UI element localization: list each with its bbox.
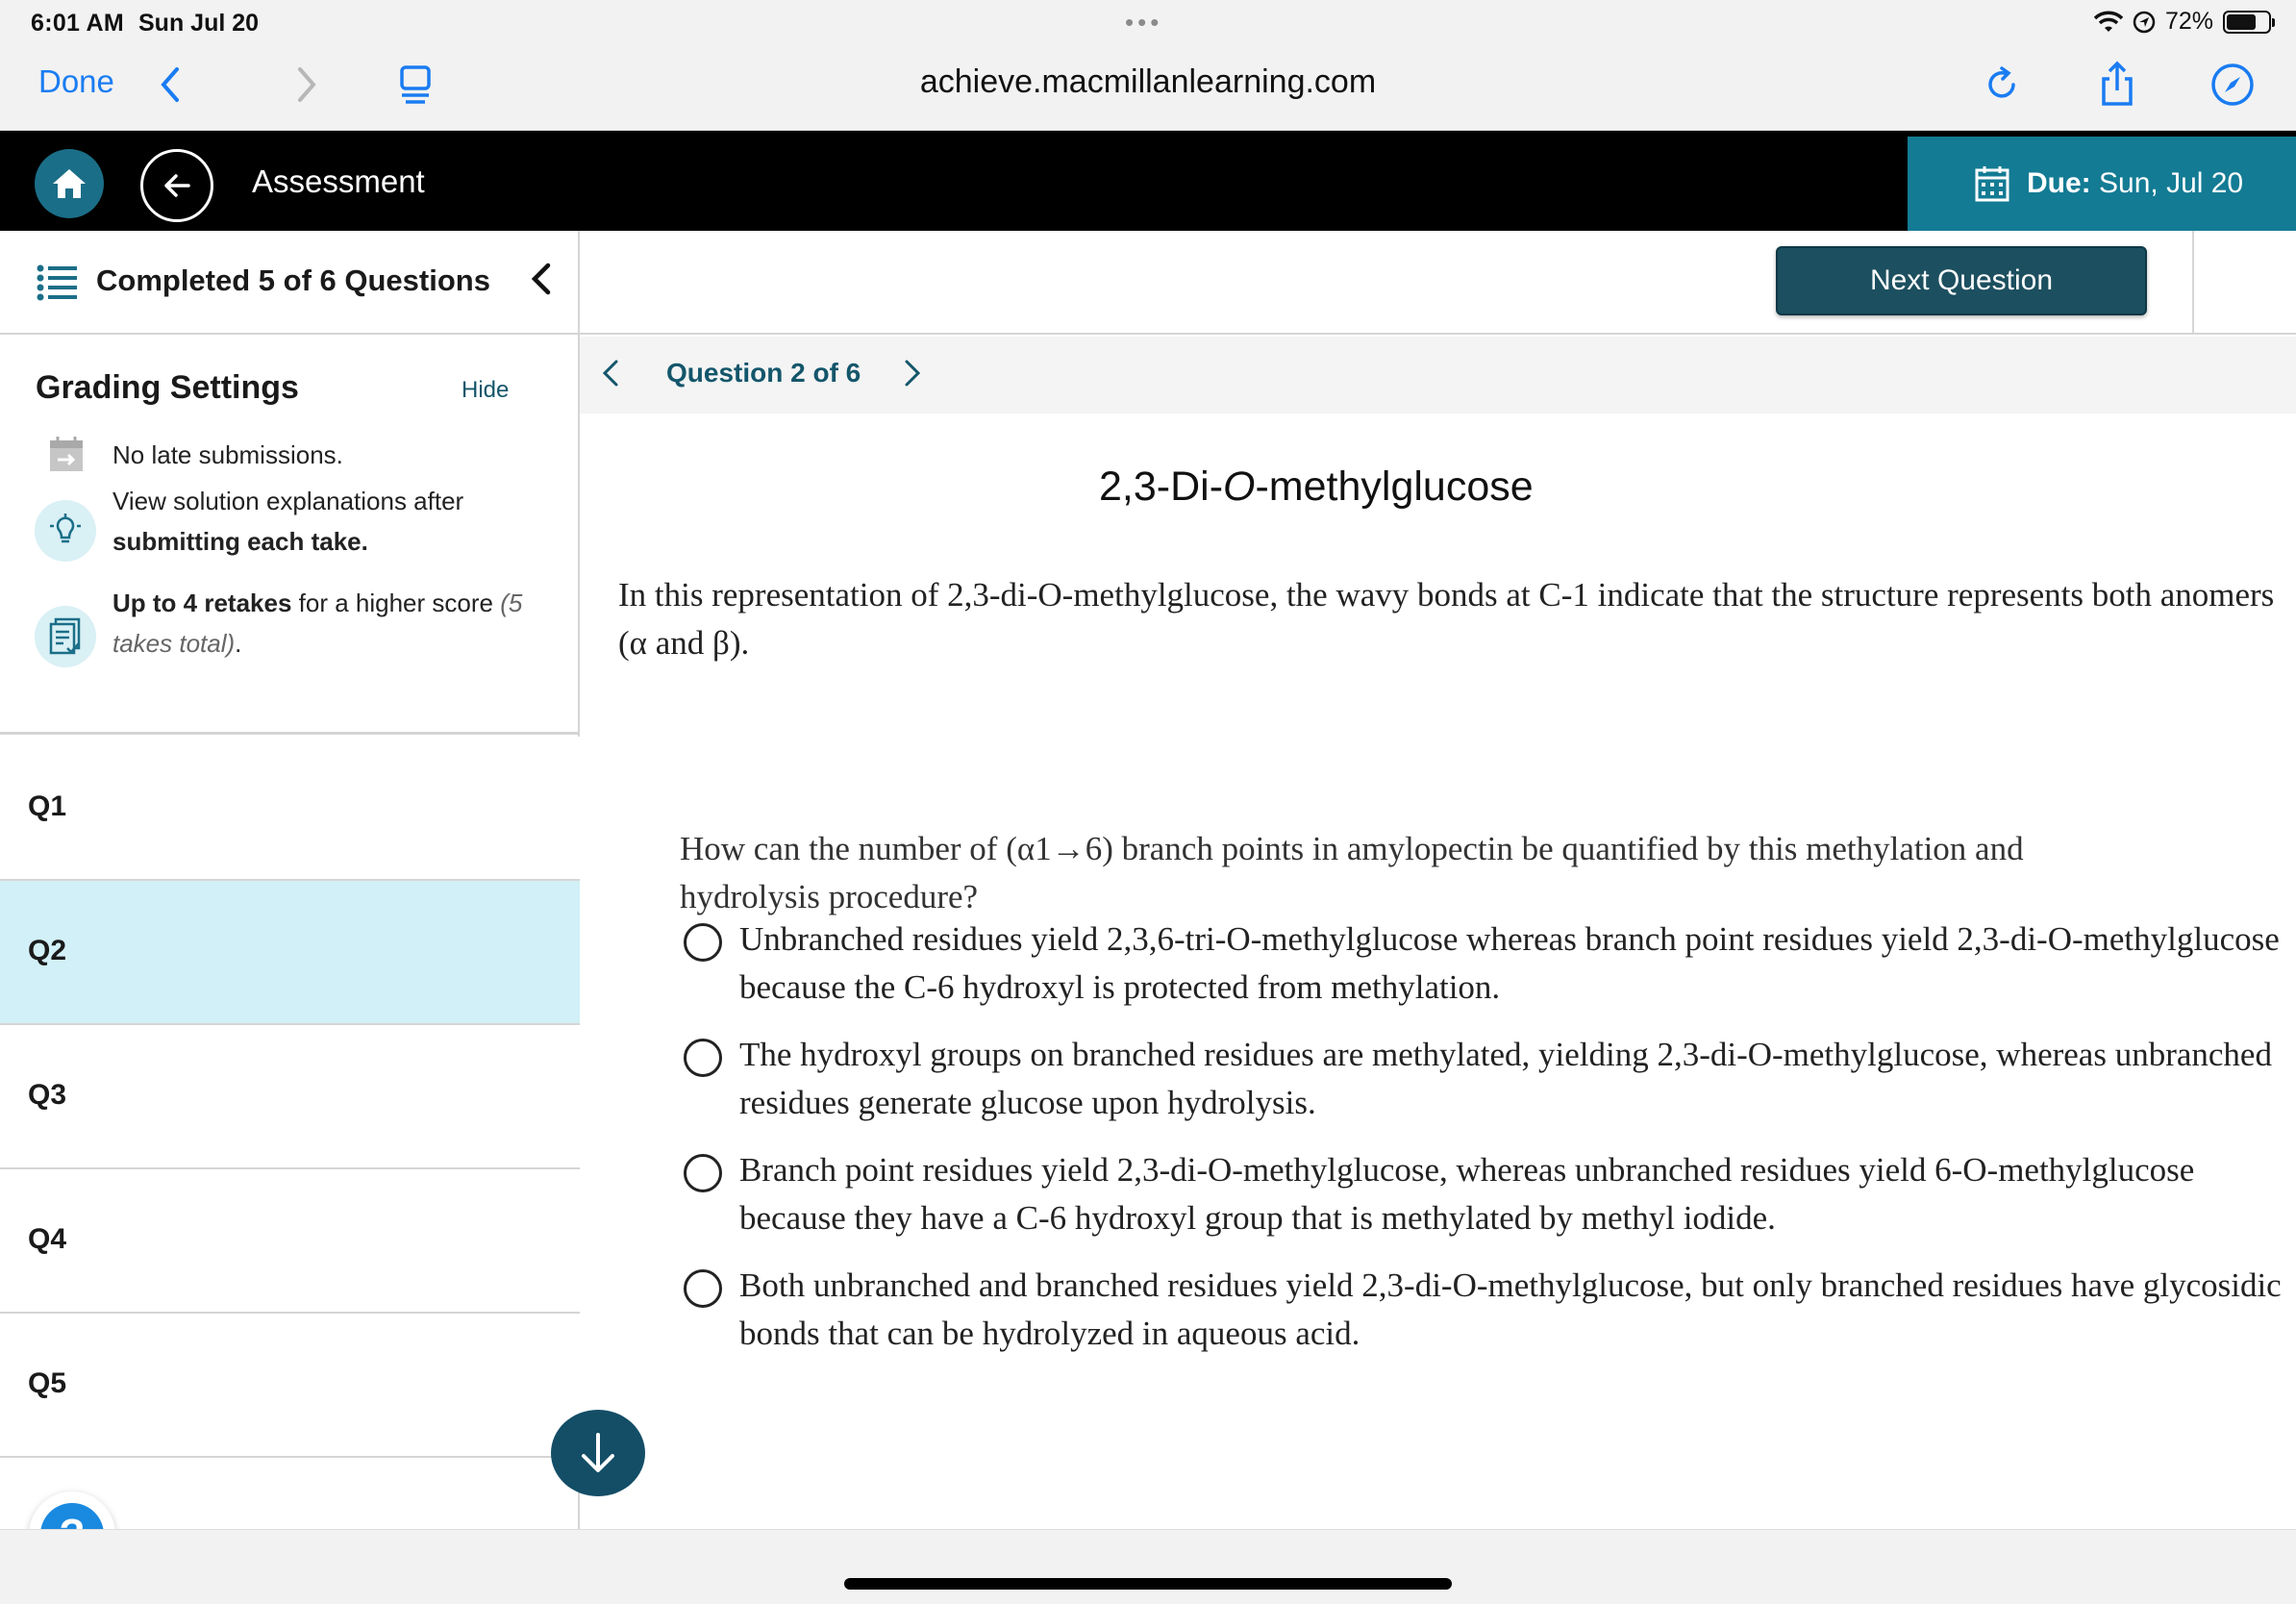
radio-button[interactable] xyxy=(684,923,722,962)
home-button[interactable] xyxy=(35,149,104,218)
sidebar xyxy=(0,231,580,1529)
done-button[interactable]: Done xyxy=(38,63,114,99)
due-date: Due: Sun, Jul 20 xyxy=(2027,167,2244,199)
app-header xyxy=(0,131,2296,231)
question-item-q4[interactable]: Q4 xyxy=(0,1169,580,1314)
hide-link[interactable]: Hide xyxy=(462,377,510,403)
completed-count: Completed 5 of 6 Questions xyxy=(96,263,490,297)
calendar-arrow-icon xyxy=(48,435,85,473)
reload-icon[interactable] xyxy=(1977,60,2027,110)
battery-percent: 72% xyxy=(2164,8,2213,35)
bottom-bar xyxy=(0,1529,2296,1604)
home-indicator[interactable] xyxy=(844,1578,1452,1590)
arrow-left-icon xyxy=(158,166,196,205)
share-icon[interactable] xyxy=(2092,60,2142,110)
question-item-q1[interactable]: Q1 xyxy=(0,737,580,881)
question-content xyxy=(580,414,2296,1529)
status-time: 6:01 AM xyxy=(31,10,125,37)
document-check-icon xyxy=(35,606,96,667)
radio-button[interactable] xyxy=(684,1039,722,1077)
due-date-box xyxy=(1908,137,2296,231)
location-lock-icon xyxy=(2133,11,2156,34)
list-icon xyxy=(37,263,79,302)
answer-option-text: The hydroxyl groups on branched residues are methylated, yielding 2,3-di-O-methylglucose, whereas unbranched residues generate glucose upon hydrolysis. xyxy=(739,1036,2272,1121)
divider xyxy=(2192,231,2194,333)
retakes-text: Up to 4 retakes for a higher score (5 takes total). xyxy=(112,589,523,658)
battery-icon xyxy=(2223,11,2271,34)
address-bar[interactable]: achieve.macmillanlearning.com xyxy=(919,63,1377,100)
answer-option-text: Unbranched residues yield 2,3,6-tri-O-methylglucose whereas branch point residues yield 2,3-di-O-methylglucose because the C-6 hydroxyl is protected from methylation. xyxy=(739,920,2280,1006)
next-question-icon[interactable] xyxy=(901,354,924,392)
status-date: Sun Jul 20 xyxy=(138,10,260,37)
question-nav-label: Question 2 of 6 xyxy=(666,358,861,388)
radio-button[interactable] xyxy=(684,1154,722,1192)
question-item-q5[interactable]: Q5 xyxy=(0,1314,580,1458)
solution-text: View solution explanations after submitting each take. xyxy=(112,487,464,556)
main-header xyxy=(580,231,2296,335)
question-prompt: How can the number of (α1→6) branch points in amylopectin be quantified by this methylation and hydrolysis procedure? xyxy=(680,830,2024,915)
multitasking-dots-icon[interactable]: ••• xyxy=(1125,8,1163,37)
status-bar xyxy=(0,0,2296,44)
wifi-icon xyxy=(2094,11,2123,34)
late-submission-text: No late submissions. xyxy=(112,440,343,469)
calendar-icon xyxy=(1975,165,2009,202)
page-title: Assessment xyxy=(252,163,425,199)
scroll-down-button[interactable] xyxy=(551,1410,645,1496)
question-list xyxy=(0,737,580,1458)
question-navigator xyxy=(580,337,2296,414)
answer-option-text: Branch point residues yield 2,3-di-O-methylglucose, whereas unbranched residues yield 6-O-methylglucose because they have a C-6 hydroxyl group that is methylated by methyl iodide. xyxy=(739,1151,2195,1237)
intro-text: In this representation of 2,3-di-O-methylglucose, the wavy bonds at C-1 indicate that the structure represents both anomers (α and β). xyxy=(618,576,2275,662)
structure-title: 2,3-Di-O-methylglucose xyxy=(1099,464,1534,510)
lightbulb-icon xyxy=(35,500,96,562)
grading-settings-title: Grading Settings xyxy=(36,369,299,406)
browser-toolbar xyxy=(0,44,2296,131)
previous-question-icon[interactable] xyxy=(599,354,622,392)
radio-button[interactable] xyxy=(684,1269,722,1308)
arrow-down-icon xyxy=(574,1429,622,1477)
next-question-button[interactable]: Next Question xyxy=(1776,246,2147,315)
grading-settings xyxy=(0,335,580,735)
answer-option-text: Both unbranched and branched residues yield 2,3-di-O-methylglucose, but only branched residues have glycosidic bonds that can be hydrolyzed in aqueous acid. xyxy=(739,1266,2282,1352)
question-item-q3[interactable]: Q3 xyxy=(0,1025,580,1169)
sidebar-header xyxy=(0,231,580,335)
home-icon xyxy=(50,166,88,201)
back-button[interactable] xyxy=(140,149,213,222)
question-item-q2[interactable]: Q2 xyxy=(0,881,580,1025)
compass-icon[interactable] xyxy=(2208,60,2258,110)
collapse-sidebar-icon[interactable] xyxy=(527,260,556,298)
